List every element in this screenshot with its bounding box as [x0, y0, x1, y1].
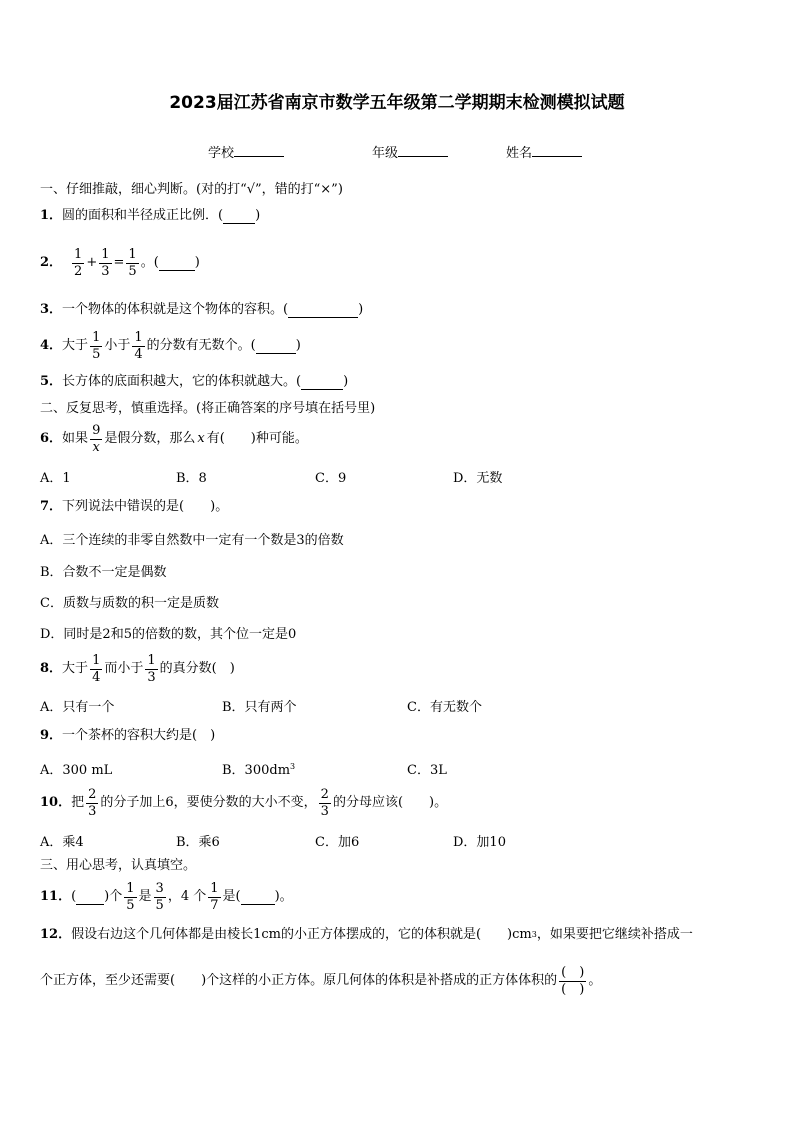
plus-sign: + [86, 255, 98, 270]
option-c[interactable]: C．质数与质数的积一定是质数 [40, 596, 219, 611]
option-a[interactable]: A．300 mL [40, 763, 113, 778]
question-text: 把 [71, 795, 85, 810]
question-number: 11． [40, 889, 72, 904]
question-3 [40, 300, 363, 320]
question-4 [40, 329, 301, 362]
fraction: $\frac{1}{3}$ [101, 246, 110, 279]
option-b[interactable]: B．只有两个 [222, 700, 297, 715]
question-text: 的分母应该( )。 [332, 795, 448, 810]
section-3-heading: 三、用心思考，认真填空。 [40, 858, 197, 873]
fraction-blank[interactable]: $\frac{( )}{( )}$ [561, 964, 585, 997]
question-text: 一个茶杯的容积大约是( ) [62, 728, 216, 743]
paren-close: )。 [274, 889, 293, 904]
question-number: 5． [40, 374, 63, 389]
page-title: 2023届江苏省南京市数学五年级第二学期期末检测模拟试题 [169, 93, 625, 113]
question-1 [40, 206, 260, 226]
paren-close: ) [295, 338, 301, 353]
school-blank[interactable] [234, 142, 284, 157]
question-text: )个 [104, 889, 123, 904]
question-number: 12． [40, 927, 72, 942]
question-text: 。( [140, 255, 159, 270]
school-field [208, 142, 284, 161]
answer-blank[interactable] [76, 890, 104, 905]
question-text: ，如果要把它继续补搭成一 [536, 927, 693, 942]
grade-field [372, 142, 448, 161]
fraction: $\frac{1}{4}$ [92, 652, 101, 685]
question-10 [40, 786, 448, 819]
question-text: 是( [222, 889, 241, 904]
question-text: 的分子加上6，要使分数的大小不变， [100, 795, 317, 810]
question-9 [40, 726, 215, 746]
fraction: $\frac{1}{4}$ [134, 329, 143, 362]
question-12-continued [40, 964, 602, 997]
grade-label: 年级 [372, 146, 399, 161]
fraction: $\frac{1}{2}$ [74, 246, 83, 279]
option-c[interactable]: C．有无数个 [407, 700, 482, 715]
answer-blank[interactable] [159, 256, 195, 271]
equals-sign: = [113, 255, 125, 270]
question-number: 6． [40, 431, 63, 446]
option-a[interactable]: A．乘4 [40, 835, 84, 850]
fraction: $\frac{1}{7}$ [210, 880, 219, 913]
paren-close: ) [358, 302, 364, 317]
question-text: 大于 [62, 661, 89, 676]
question-text: 是 [138, 889, 152, 904]
section-2-heading: 二、反复思考，慎重选择。(将正确答案的序号填在括号里) [40, 401, 376, 416]
option-b[interactable]: B．乘6 [176, 835, 220, 850]
option-b[interactable]: B．8 [176, 471, 207, 486]
question-5 [40, 372, 348, 392]
question-number: 8． [40, 661, 63, 676]
question-text: 而小于 [104, 661, 144, 676]
answer-blank[interactable] [256, 339, 296, 354]
fraction: $\frac{1}{3}$ [147, 652, 156, 685]
fraction: $\frac{2}{3}$ [88, 786, 97, 819]
question-text: 如果 [62, 431, 89, 446]
superscript: 3 [531, 930, 537, 939]
fraction: $\frac{3}{5}$ [155, 880, 164, 913]
answer-blank[interactable] [241, 890, 275, 905]
question-text: ，4 个 [167, 889, 207, 904]
question-12 [40, 925, 693, 945]
name-label: 姓名 [506, 146, 533, 161]
paren-close: ) [343, 374, 349, 389]
option-b[interactable]: B．合数不一定是偶数 [40, 565, 167, 580]
answer-blank[interactable] [223, 209, 255, 224]
question-text: 小于 [104, 338, 131, 353]
answer-blank[interactable] [301, 375, 343, 390]
question-text: 是假分数，那么 [104, 431, 196, 446]
question-number: 9． [40, 728, 63, 743]
option-a[interactable]: A．1 [40, 471, 71, 486]
question-number: 3． [40, 302, 63, 317]
section-1-heading: 一、仔细推敲，细心判断。(对的打“√”，错的打“×”) [40, 182, 343, 197]
question-7 [40, 497, 228, 517]
name-blank[interactable] [532, 142, 582, 157]
option-d[interactable]: D．加10 [453, 835, 506, 850]
question-text: 个正方体，至少还需要( )个这样的小正方体。原几何体的体积是补搭成的正方体体积的 [40, 973, 558, 988]
question-number: 10． [40, 795, 72, 810]
option-c[interactable]: C．3L [407, 763, 447, 778]
fraction: $\frac{1}{5}$ [126, 880, 135, 913]
fraction: $\frac{1}{5}$ [92, 329, 101, 362]
question-text: 下列说法中错误的是( )。 [62, 499, 229, 514]
question-number: 7． [40, 499, 63, 514]
variable: x [197, 431, 205, 446]
question-number: 4． [40, 338, 63, 353]
question-text: 。 [588, 973, 602, 988]
fraction: $\frac{2}{3}$ [320, 786, 329, 819]
answer-blank[interactable] [288, 303, 358, 318]
paren-close: ) [255, 208, 261, 223]
question-number: 1． [40, 208, 63, 223]
fraction: $\frac{1}{5}$ [128, 246, 137, 279]
name-field [506, 142, 582, 161]
question-number: 2． [40, 255, 63, 270]
question-text: 圆的面积和半径成正比例．( [62, 208, 224, 223]
question-text: 的真分数( ) [159, 661, 235, 676]
option-b[interactable]: B．$300dm^3$ [222, 762, 296, 778]
fraction: $\frac{9}{x}$ [92, 422, 101, 455]
paren-close: ) [194, 255, 200, 270]
question-6 [40, 422, 308, 455]
grade-blank[interactable] [398, 142, 448, 157]
question-text: 有( )种可能。 [206, 431, 308, 446]
question-text: 长方体的底面积越大，它的体积就越大。( [62, 374, 302, 389]
question-text: 大于 [62, 338, 89, 353]
option-d[interactable]: D．无数 [453, 471, 503, 486]
option-a[interactable]: A．只有一个 [40, 700, 115, 715]
option-a[interactable]: A．三个连续的非零自然数中一定有一个数是3的倍数 [40, 533, 344, 548]
question-11 [40, 880, 293, 913]
option-c[interactable]: C．加6 [315, 835, 360, 850]
question-text: 一个物体的体积就是这个物体的容积。( [62, 302, 289, 317]
question-text: 的分数有无数个。( [146, 338, 256, 353]
option-d[interactable]: D．同时是2和5的倍数的数，其个位一定是0 [40, 627, 297, 642]
school-label: 学校 [208, 146, 235, 161]
question-8 [40, 652, 235, 685]
question-text: 假设右边这个几何体都是由棱长1cm的小正方体摆成的，它的体积就是( )cm [71, 927, 532, 942]
question-2 [40, 246, 200, 279]
option-c[interactable]: C．9 [315, 471, 347, 486]
paren-open: ( [71, 889, 77, 904]
